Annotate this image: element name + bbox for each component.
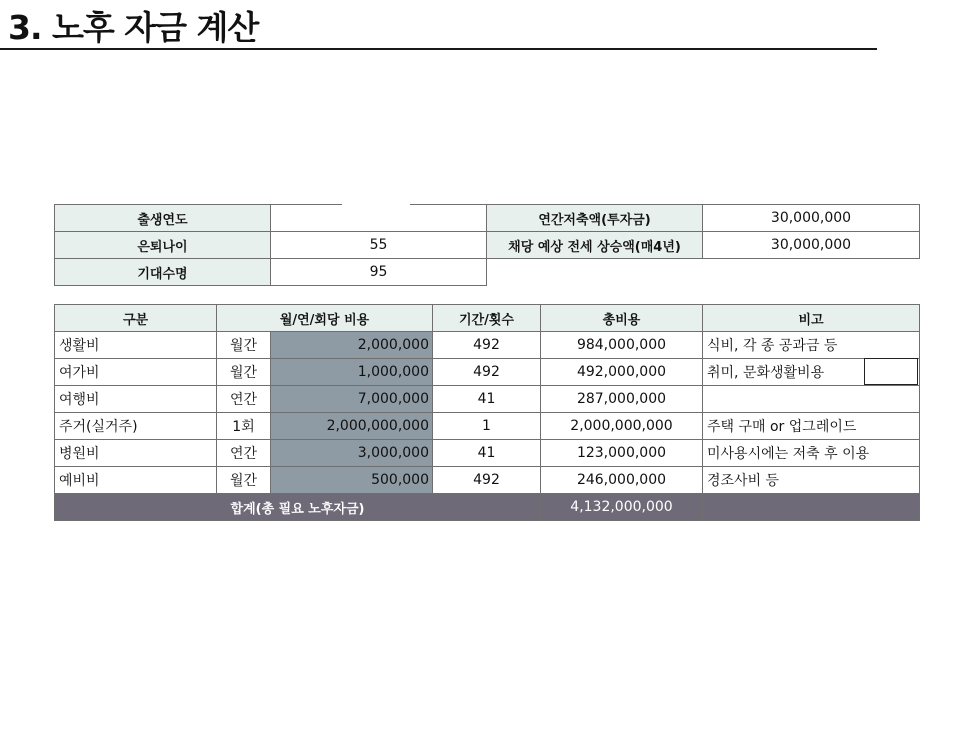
page-title: 3. 노후 자금 계산 xyxy=(8,8,259,47)
row-cost[interactable]: 500,000 xyxy=(271,467,433,494)
col-header-cost: 월/연/회당 비용 xyxy=(217,305,433,332)
row-category: 생활비 xyxy=(55,332,217,359)
retire-age-label: 은퇴나이 xyxy=(55,232,271,259)
total-row xyxy=(55,494,920,521)
row-unit: 월간 xyxy=(217,359,271,386)
cost-table xyxy=(54,304,920,521)
row-period: 41 xyxy=(433,440,541,467)
row-category: 주거(실거주) xyxy=(55,413,217,440)
row-total: 246,000,000 xyxy=(541,467,703,494)
row-note: 식비, 각 종 공과금 등 xyxy=(703,332,920,359)
row-note: 취미, 문화생활비용 xyxy=(703,359,920,386)
col-header-category: 구분 xyxy=(55,305,217,332)
row-total: 984,000,000 xyxy=(541,332,703,359)
table-row xyxy=(55,467,920,494)
empty-cell xyxy=(703,259,920,286)
annual-saving-value[interactable]: 30,000,000 xyxy=(703,205,920,232)
row-cost[interactable]: 3,000,000 xyxy=(271,440,433,467)
row-category: 여행비 xyxy=(55,386,217,413)
row-period: 492 xyxy=(433,332,541,359)
table-row xyxy=(55,413,920,440)
birth-year-label: 출생연도 xyxy=(55,205,271,232)
title-underline xyxy=(0,48,877,50)
jeonse-increase-label: 채당 예상 전세 상승액(매4년) xyxy=(487,232,703,259)
life-expectancy-label: 기대수명 xyxy=(55,259,271,286)
life-expectancy-value[interactable]: 95 xyxy=(271,259,487,286)
table-header-row xyxy=(55,305,920,332)
row-cost[interactable]: 1,000,000 xyxy=(271,359,433,386)
row-period: 41 xyxy=(433,386,541,413)
total-label: 합계(총 필요 노후자금) xyxy=(55,494,541,521)
table-row xyxy=(55,359,920,386)
table-row xyxy=(55,386,920,413)
row-total: 2,000,000,000 xyxy=(541,413,703,440)
total-note xyxy=(703,494,920,521)
row-total: 492,000,000 xyxy=(541,359,703,386)
row-category: 예비비 xyxy=(55,467,217,494)
row-note: 경조사비 등 xyxy=(703,467,920,494)
row-total: 123,000,000 xyxy=(541,440,703,467)
row-unit: 월간 xyxy=(217,332,271,359)
table-row xyxy=(55,332,920,359)
empty-cell xyxy=(487,259,703,286)
row-period: 492 xyxy=(433,467,541,494)
row-category: 병원비 xyxy=(55,440,217,467)
row-period: 492 xyxy=(433,359,541,386)
selected-cell-box[interactable] xyxy=(864,358,918,385)
row-note: 미사용시에는 저축 후 이용 xyxy=(703,440,920,467)
row-unit: 1회 xyxy=(217,413,271,440)
annual-saving-label: 연간저축액(투자금) xyxy=(487,205,703,232)
row-period: 1 xyxy=(433,413,541,440)
total-value: 4,132,000,000 xyxy=(541,494,703,521)
jeonse-increase-value[interactable]: 30,000,000 xyxy=(703,232,920,259)
table-row xyxy=(55,440,920,467)
border-gap xyxy=(342,202,410,205)
birth-year-value[interactable] xyxy=(271,205,487,232)
row-cost[interactable]: 2,000,000 xyxy=(271,332,433,359)
row-cost[interactable]: 7,000,000 xyxy=(271,386,433,413)
row-cost[interactable]: 2,000,000,000 xyxy=(271,413,433,440)
row-unit: 연간 xyxy=(217,386,271,413)
info-table xyxy=(54,204,920,286)
row-note: 주택 구매 or 업그레이드 xyxy=(703,413,920,440)
col-header-total: 총비용 xyxy=(541,305,703,332)
row-total: 287,000,000 xyxy=(541,386,703,413)
col-header-period: 기간/횟수 xyxy=(433,305,541,332)
row-unit: 연간 xyxy=(217,440,271,467)
col-header-note: 비고 xyxy=(703,305,920,332)
retire-age-value[interactable]: 55 xyxy=(271,232,487,259)
row-unit: 월간 xyxy=(217,467,271,494)
row-category: 여가비 xyxy=(55,359,217,386)
row-note xyxy=(703,386,920,413)
